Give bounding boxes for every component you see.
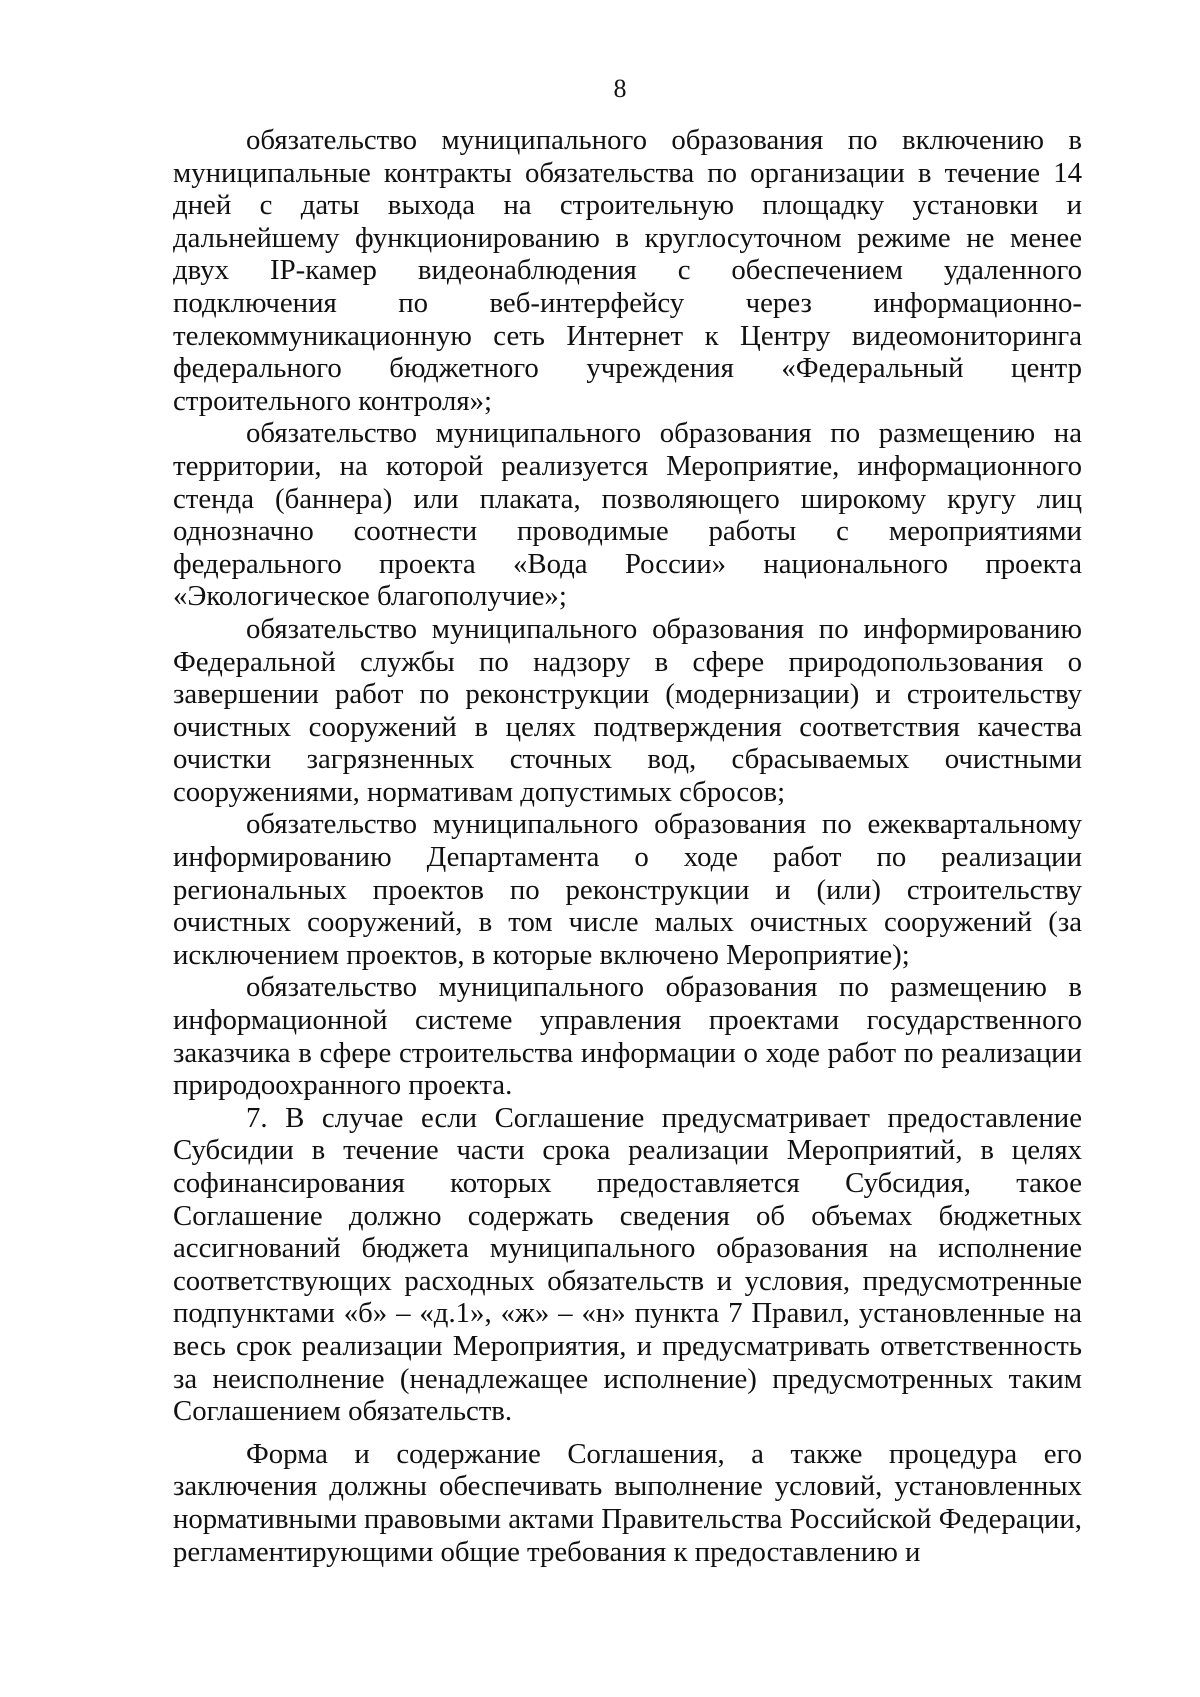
page-number: 8 — [613, 74, 627, 103]
paragraph-quarterly-reporting-obligation: обязательство муниципального образования по ежеквартальному информированию Департамента о ходе работ по реализации региональных проектов по реконструкции и (или) строительству очистных сооружений, в том числе малых очистных сооружений (за исключением проектов, в которые включено Мероприятие); — [173, 808, 1082, 971]
paragraph-information-stand-obligation: обязательство муниципального образования по размещению на территории, на которой реализуется Мероприятие, информационного стенда (баннера) или плаката, позволяющего широкому кругу лиц однозначно соотнести проводимые работы с мероприятиями федерального проекта «Вода России» национального проекта «Экологическое благополучие»; — [173, 417, 1082, 613]
paragraph-video-surveillance-obligation: обязательство муниципального образования по включению в муниципальные контракты обязательства по организации в течение 14 дней с даты выхода на строительную площадку установки и дальнейшему функционированию в круглосуточном режиме не менее двух IP-камер видеонаблюдения с обеспечением удаленного подключения по веб-интерфейсу через информационно-телекоммуникационную сеть Интернет к Центру видеомониторинга федерального бюджетного учреждения «Федеральный центр строительного контроля»; — [173, 124, 1082, 417]
document-body — [173, 124, 1082, 1568]
paragraph-clause-7: 7. В случае если Соглашение предусматривает предоставление Субсидии в течение части срока реализации Мероприятий, в целях софинансирования которых предоставляется Субсидия, такое Соглашение должно содержать сведения об объемах бюджетных ассигнований бюджета муниципального образования на исполнение соответствующих расходных обязательств и условия, предусмотренные подпунктами «б» – «д.1», «ж» – «н» пункта 7 Правил, установленные на весь срок реализации Мероприятия, и предусматривать ответственность за неисполнение (ненадлежащее исполнение) предусмотренных таким Соглашением обязательств. — [173, 1101, 1082, 1428]
paragraph-project-system-obligation: обязательство муниципального образования по размещению в информационной системе управления проектами государственного заказчика в сфере строительства информации о ходе работ по реализации природоохранного проекта. — [173, 971, 1082, 1102]
paragraph-agreement-form: Форма и содержание Соглашения, а также процедура его заключения должны обеспечивать выполнение условий, установленных нормативными правовыми актами Правительства Российской Федерации, регламентирующими общие требования к предоставлению и — [173, 1437, 1082, 1568]
paragraph-rosprirodnadzor-notification-obligation: обязательство муниципального образования по информированию Федеральной службы по надзору в сфере природопользования о завершении работ по реконструкции (модернизации) и строительству очистных сооружений в целях подтверждения соответствия качества очистки загрязненных сточных вод, сбрасываемых очистными сооружениями, нормативам допустимых сбросов; — [173, 612, 1082, 808]
